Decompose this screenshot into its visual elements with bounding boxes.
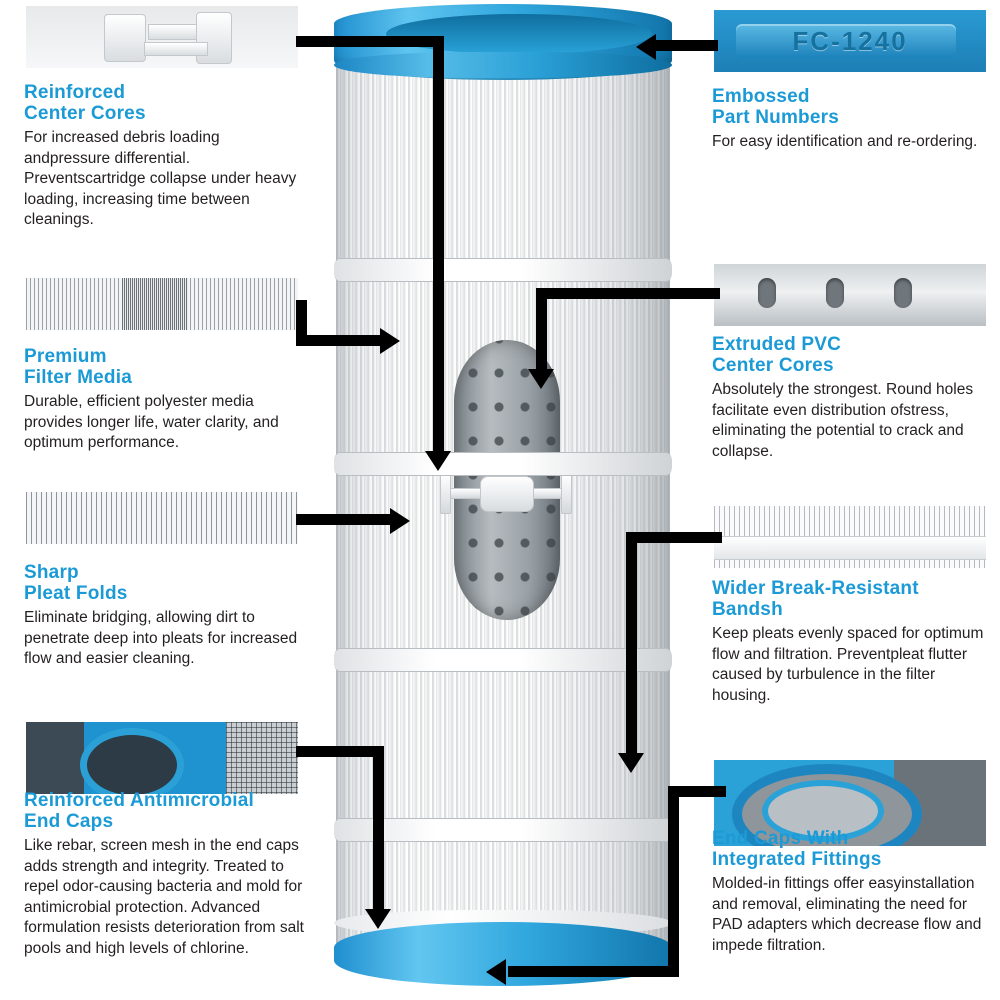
thumbnail-reinforced-center-cores	[26, 6, 298, 68]
support-band	[334, 648, 672, 672]
callout-title-line1: Premium	[24, 346, 107, 367]
callout-title-line2: Pleat Folds	[24, 583, 128, 604]
callout-title-line2: Integrated Fittings	[712, 849, 882, 870]
callout-body: Absolutely the strongest. Round holes facilitate even distribution ofstress, eliminating the potential to crack and collapse.	[712, 381, 974, 460]
thumbnail-wider-break-resistant-bands	[714, 506, 986, 568]
arrow-extruded-pvc-center-cores	[536, 288, 720, 396]
arrow-end-caps-with-integrated-fittings	[486, 786, 726, 998]
callout-title-line2: Center Cores	[712, 355, 834, 376]
callout-body: Molded-in fittings offer easyinstallation and removal, eliminating the need for PAD adapters which decrease flow and impede filtration.	[712, 875, 982, 954]
thumbnail-sharp-pleat-folds	[26, 492, 298, 544]
callout-title-line2: Filter Media	[24, 367, 132, 388]
callout-title-line1: Embossed	[712, 86, 810, 107]
callout-reinforced-antimicrobial-end-caps	[24, 790, 314, 959]
callout-title-line1: Sharp	[24, 562, 79, 583]
callout-body: Like rebar, screen mesh in the end caps adds strength and integrity. Treated to repel odor-causing bacteria and mold for antimicrobial protection. Advanced formulation resists deterioration from salt pools and high levels of chlorine.	[24, 837, 304, 957]
callout-extruded-pvc-center-cores	[712, 334, 998, 462]
arrow-reinforced-center-cores	[296, 36, 456, 476]
embossed-part-number-text: FC-1240	[792, 25, 908, 56]
callout-body: For easy identification and re-ordering.	[712, 133, 978, 150]
callout-title-line2: Part Numbers	[712, 107, 839, 128]
callout-title-line1: Extruded PVC	[712, 334, 842, 355]
callout-title-line1: Reinforced Antimicrobial	[24, 790, 255, 811]
callout-title-line2: End Caps	[24, 811, 114, 832]
callout-title-line2: Center Cores	[24, 103, 146, 124]
callout-title-line2: Bandsh	[712, 599, 783, 620]
callout-body: Keep pleats evenly spaced for optimum flow and filtration. Preventpleat flutter caused by turbulence in the filter housing.	[712, 625, 984, 704]
callout-end-caps-with-integrated-fittings	[712, 828, 994, 956]
callout-embossed-part-numbers	[712, 86, 992, 153]
callout-title-line1: Wider Break-Resistant	[712, 578, 919, 599]
thumbnail-extruded-pvc-center-cores	[714, 264, 986, 326]
callout-body: Durable, efficient polyester media provides longer life, water clarity, and optimum performance.	[24, 393, 279, 451]
callout-wider-break-resistant-bands	[712, 578, 994, 706]
thumbnail-reinforced-antimicrobial-end-caps	[26, 722, 298, 794]
arrow-wider-break-resistant-bands	[626, 532, 722, 788]
thumbnail-premium-filter-media	[26, 278, 298, 330]
callout-title-line1: Reinforced	[24, 82, 126, 103]
callout-reinforced-center-cores	[24, 82, 304, 231]
callout-body: For increased debris loading andpressure differential. Preventscartridge collapse under heavy loading, increasing time between cleanings.	[24, 129, 297, 228]
callout-body: Eliminate bridging, allowing dirt to penetrate deep into pleats for increased flow and easier cleaning.	[24, 609, 298, 667]
arrow-embossed-part-numbers	[636, 34, 718, 58]
thumbnail-embossed-part-numbers	[714, 10, 986, 72]
callout-sharp-pleat-folds	[24, 562, 324, 670]
callout-premium-filter-media	[24, 346, 314, 454]
arrow-sharp-pleat-folds	[296, 508, 416, 532]
callout-title-line1: End Caps With	[712, 828, 849, 849]
